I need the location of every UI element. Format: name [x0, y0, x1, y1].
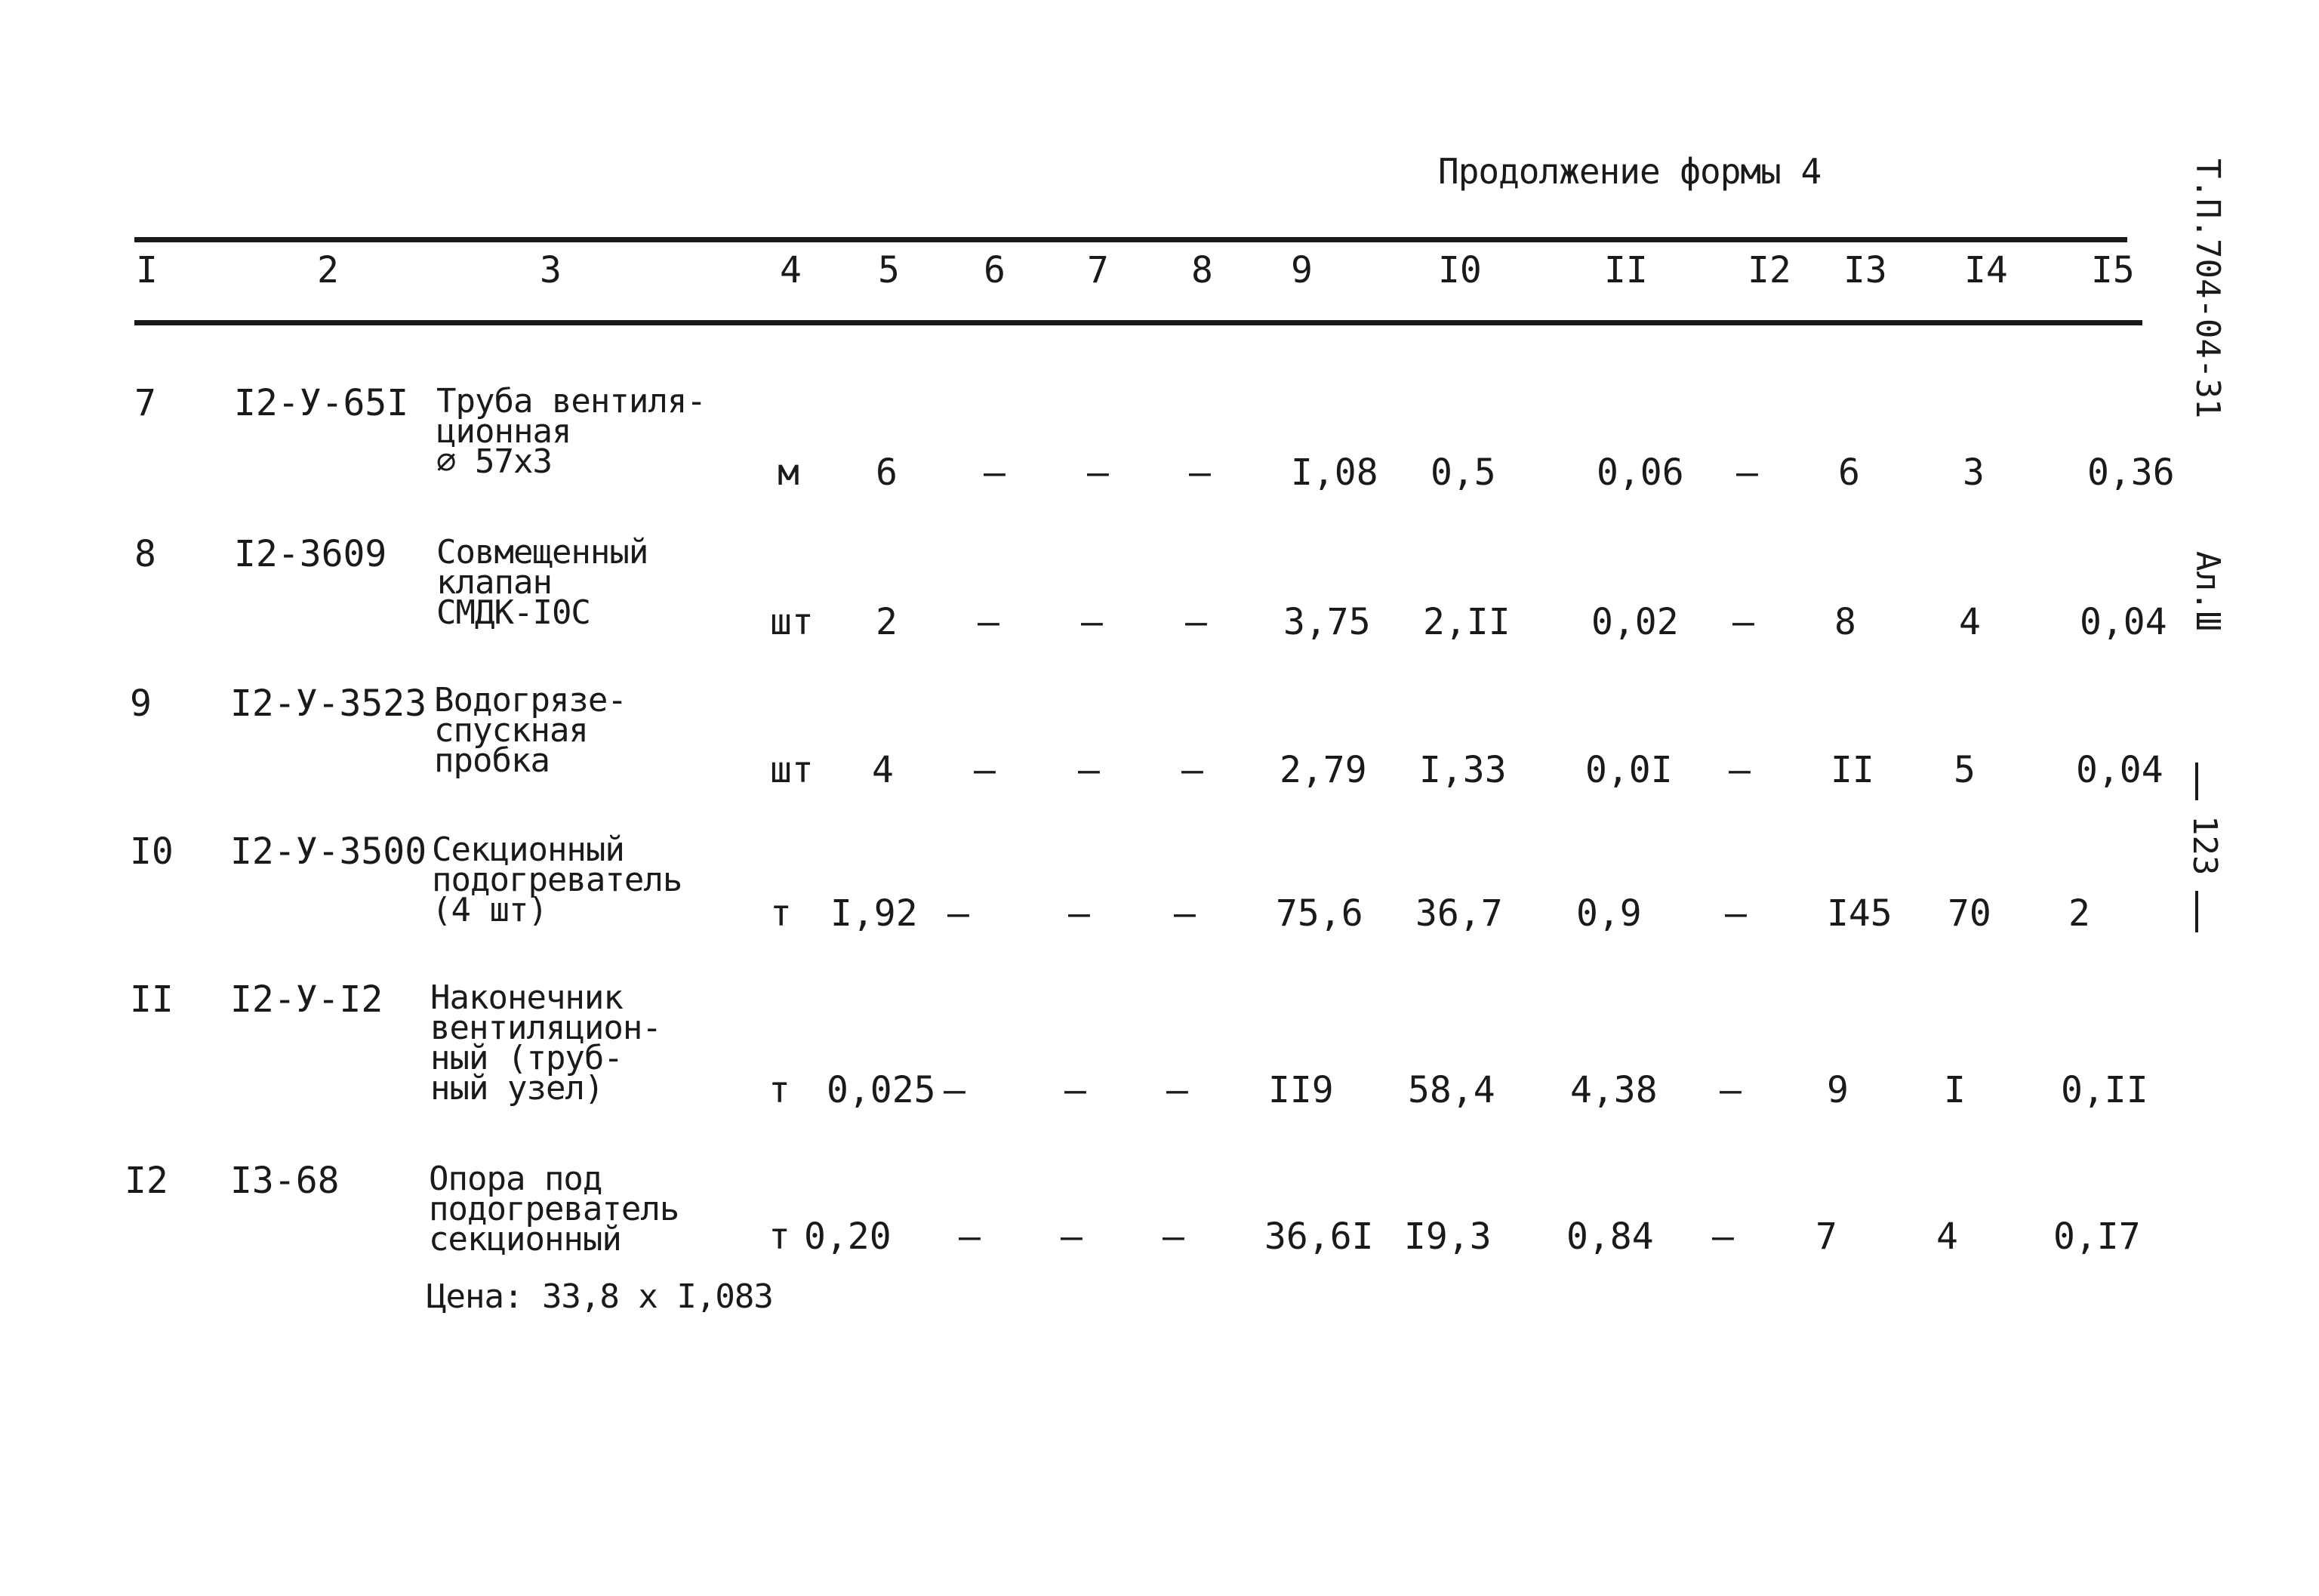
col-14-number: I4 — [1964, 249, 2008, 291]
item-description-line: Совмещенный — [436, 533, 648, 572]
header-rule-bottom — [134, 320, 2142, 325]
col-12-value: – — [1729, 749, 1751, 791]
col-15-value: 0,04 — [2080, 601, 2167, 643]
col-15-number: I5 — [2091, 249, 2135, 291]
item-description-line: ный узел) — [430, 1069, 604, 1108]
col-12-value: – — [1732, 601, 1754, 643]
quantity: 0,20 — [804, 1215, 892, 1258]
price-note: Цена: 33,8 х I,083 — [427, 1277, 773, 1316]
col-10-value: 36,7 — [1415, 892, 1503, 935]
item-description-line: ционная — [436, 412, 571, 451]
col-9-value: 36,6I — [1264, 1215, 1374, 1258]
item-code: I2-3609 — [234, 533, 387, 575]
col-13-value: 6 — [1838, 451, 1860, 494]
col-11-value: 0,9 — [1576, 892, 1642, 935]
quantity: I,92 — [830, 892, 918, 935]
col-13-number: I3 — [1843, 249, 1887, 291]
col-13-value: 7 — [1815, 1215, 1837, 1258]
col-15-value: 0,II — [2061, 1069, 2148, 1111]
col-6-value: – — [974, 749, 996, 791]
col-12-value: – — [1736, 451, 1758, 494]
item-description-line: Труба вентиля- — [436, 382, 706, 421]
col-7-number: 7 — [1087, 249, 1109, 291]
unit: т — [768, 1069, 790, 1111]
col-1-number: I — [136, 249, 158, 291]
col-13-value: 8 — [1834, 601, 1856, 643]
col-9-value: 3,75 — [1283, 601, 1371, 643]
item-description-line: подогреватель — [429, 1190, 679, 1228]
col-10-value: 58,4 — [1408, 1069, 1495, 1111]
col-14-value: 4 — [1936, 1215, 1958, 1258]
col-15-value: 2 — [2068, 892, 2090, 935]
col-15-value: 0,04 — [2076, 749, 2163, 791]
item-code: I2-У-65I — [234, 382, 409, 424]
col-11-value: 0,02 — [1591, 601, 1679, 643]
row-number: 7 — [134, 382, 156, 424]
col-11-number: II — [1604, 249, 1648, 291]
col-3-number: 3 — [540, 249, 562, 291]
item-description-line: подогреватель — [432, 861, 682, 899]
col-10-value: 0,5 — [1431, 451, 1496, 494]
col-7-value: – — [1078, 749, 1100, 791]
row-number: I2 — [125, 1160, 168, 1202]
col-6-value: – — [944, 1069, 965, 1111]
item-code: I2-У-I2 — [230, 978, 383, 1021]
unit: шт — [770, 749, 814, 791]
unit: шт — [770, 601, 814, 643]
col-5-number: 5 — [878, 249, 900, 291]
col-7-value: – — [1061, 1215, 1083, 1258]
album-label: Ал.Ш — [2188, 551, 2227, 631]
item-description-line: ⌀ 57х3 — [436, 442, 552, 481]
col-14-value: 5 — [1954, 749, 1976, 791]
item-description-line: Секционный — [432, 830, 624, 869]
col-10-value: I,33 — [1419, 749, 1507, 791]
col-4-number: 4 — [780, 249, 802, 291]
col-8-value: – — [1189, 451, 1211, 494]
col-11-value: 0,06 — [1597, 451, 1684, 494]
row-number: 9 — [130, 682, 152, 725]
col-9-value: II9 — [1268, 1069, 1334, 1111]
col-6-value: – — [978, 601, 999, 643]
col-15-value: 0,I7 — [2053, 1215, 2141, 1258]
col-15-value: 0,36 — [2087, 451, 2175, 494]
col-14-value: 70 — [1948, 892, 1991, 935]
item-description-line: Наконечник — [430, 978, 623, 1017]
col-13-value: II — [1831, 749, 1874, 791]
col-13-value: 9 — [1827, 1069, 1849, 1111]
row-number: II — [130, 978, 174, 1021]
item-description-line: спускная — [434, 711, 588, 750]
col-12-value: – — [1725, 892, 1747, 935]
quantity: 4 — [872, 749, 894, 791]
col-7-value: – — [1064, 1069, 1086, 1111]
col-9-value: I,08 — [1291, 451, 1378, 494]
quantity: 6 — [876, 451, 898, 494]
page-marker-bar-top — [2195, 763, 2198, 800]
col-10-value: I9,3 — [1404, 1215, 1492, 1258]
col-12-number: I2 — [1748, 249, 1791, 291]
col-8-value: – — [1166, 1069, 1188, 1111]
item-description-line: Водогрязе- — [434, 681, 627, 719]
col-9-number: 9 — [1291, 249, 1313, 291]
col-12-value: – — [1712, 1215, 1734, 1258]
doc-code: Т.П.704-04-31 — [2188, 159, 2227, 419]
col-9-value: 75,6 — [1276, 892, 1363, 935]
page-number: 123 — [2185, 815, 2224, 876]
col-8-value: – — [1185, 601, 1207, 643]
item-code: I2-У-3523 — [230, 682, 427, 725]
col-8-value: – — [1181, 749, 1203, 791]
quantity: 2 — [876, 601, 898, 643]
col-6-value: – — [959, 1215, 981, 1258]
col-14-value: 3 — [1963, 451, 1985, 494]
row-number: 8 — [134, 533, 156, 575]
col-9-value: 2,79 — [1280, 749, 1367, 791]
quantity: 0,025 — [827, 1069, 936, 1111]
col-6-value: – — [984, 451, 1006, 494]
unit: т — [768, 1215, 790, 1258]
item-description-line: Опора под — [429, 1160, 602, 1198]
col-14-value: 4 — [1959, 601, 1981, 643]
header-rule-top — [134, 237, 2127, 242]
col-10-number: I0 — [1438, 249, 1482, 291]
col-11-value: 4,38 — [1570, 1069, 1658, 1111]
col-8-value: – — [1174, 892, 1196, 935]
col-7-value: – — [1087, 451, 1109, 494]
col-2-number: 2 — [317, 249, 339, 291]
item-description-line: клапан — [436, 563, 552, 602]
col-7-value: – — [1081, 601, 1103, 643]
col-8-number: 8 — [1191, 249, 1213, 291]
unit: м — [778, 451, 799, 494]
item-code: I3-68 — [230, 1160, 340, 1202]
item-description-line: вентиляцион- — [430, 1009, 661, 1047]
page-marker-bar-bottom — [2195, 891, 2198, 932]
unit: т — [770, 892, 792, 935]
item-description-line: СМДК-I0С — [436, 593, 590, 632]
item-description-line: ный (труб- — [430, 1039, 623, 1077]
item-description-line: секционный — [429, 1220, 621, 1259]
row-number: I0 — [130, 830, 174, 873]
col-14-value: I — [1944, 1069, 1966, 1111]
col-7-value: – — [1068, 892, 1090, 935]
item-code: I2-У-3500 — [230, 830, 427, 873]
col-10-value: 2,II — [1423, 601, 1511, 643]
col-11-value: 0,0I — [1585, 749, 1673, 791]
col-11-value: 0,84 — [1566, 1215, 1654, 1258]
item-description-line: пробка — [434, 741, 550, 780]
col-12-value: – — [1720, 1069, 1742, 1111]
continuation-title: Продолжение формы 4 — [1438, 151, 1822, 192]
col-6-value: – — [947, 892, 969, 935]
col-8-value: – — [1163, 1215, 1184, 1258]
col-13-value: I45 — [1827, 892, 1892, 935]
col-6-number: 6 — [984, 249, 1006, 291]
item-description-line: (4 шт) — [432, 891, 547, 929]
